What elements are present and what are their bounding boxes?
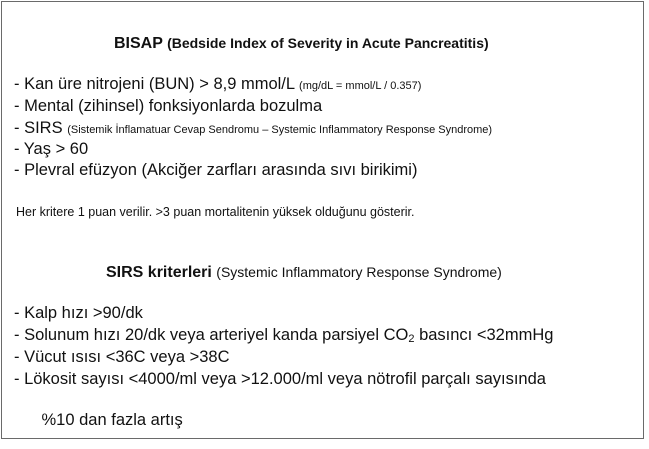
sirs-item-temperature-text: - Vücut ısısı <36C veya >38C [14, 348, 230, 366]
bisap-item-bun [14, 75, 421, 94]
bisap-item-mental [14, 97, 322, 116]
bisap-title-subtitle: (Bedside Index of Severity in Acute Pancreatitis) [167, 35, 489, 51]
bisap-item-sirs-text: - SIRS [14, 119, 68, 137]
sirs-title-text: SIRS kriterleri [106, 264, 212, 281]
bisap-item-sirs-note: (Sistemik İnflamatuar Cevap Sendromu – Systemic Inflammatory Response Syndrome) [67, 124, 493, 136]
bisap-item-pleural [14, 161, 417, 180]
slide-frame [1, 1, 644, 439]
bisap-note: Her kritere 1 puan verilir. >3 puan mortalitenin yüksek olduğunu gösterir. [16, 205, 415, 219]
bisap-item-sirs [14, 119, 492, 138]
bisap-title [114, 35, 489, 53]
bisap-item-bun-note: (mg/dL = mmol/L / 0.357) [299, 80, 422, 92]
sirs-title [106, 264, 502, 282]
sirs-item-heart-rate-text: - Kalp hızı >90/dk [14, 304, 143, 322]
sirs-item-leukocyte [14, 370, 546, 389]
sirs-item-leukocyte-cont [14, 392, 183, 449]
sirs-title-subtitle: (Systemic Inflammatory Response Syndrome) [216, 264, 502, 280]
sirs-item-respiration [14, 326, 553, 345]
bisap-item-age-text: - Yaş > 60 [14, 140, 89, 158]
bisap-item-mental-text: - Mental (zihinsel) fonksiyonlarda bozulma [14, 97, 323, 115]
sirs-item-leukocyte-cont-text: %10 dan fazla artış [32, 411, 183, 429]
sirs-item-respiration-text: - Solunum hızı 20/dk veya arteriyel kanda parsiyel CO [14, 326, 409, 344]
bisap-item-bun-text: - Kan üre nitrojeni (BUN) > 8,9 mmol/L [14, 75, 300, 93]
bisap-item-age [14, 140, 88, 159]
sirs-item-respiration-text-end: basıncı <32mmHg [414, 326, 554, 344]
co2-subscript: 2 [408, 333, 415, 345]
bisap-title-text: BISAP [114, 35, 163, 52]
sirs-item-heart-rate [14, 304, 143, 323]
bisap-item-pleural-text: - Plevral efüzyon (Akciğer zarfları arasında sıvı birikimi) [14, 161, 418, 179]
sirs-item-temperature [14, 348, 230, 367]
sirs-item-leukocyte-text: - Lökosit sayısı <4000/ml veya >12.000/ml veya nötrofil parçalı sayısında [14, 370, 546, 388]
